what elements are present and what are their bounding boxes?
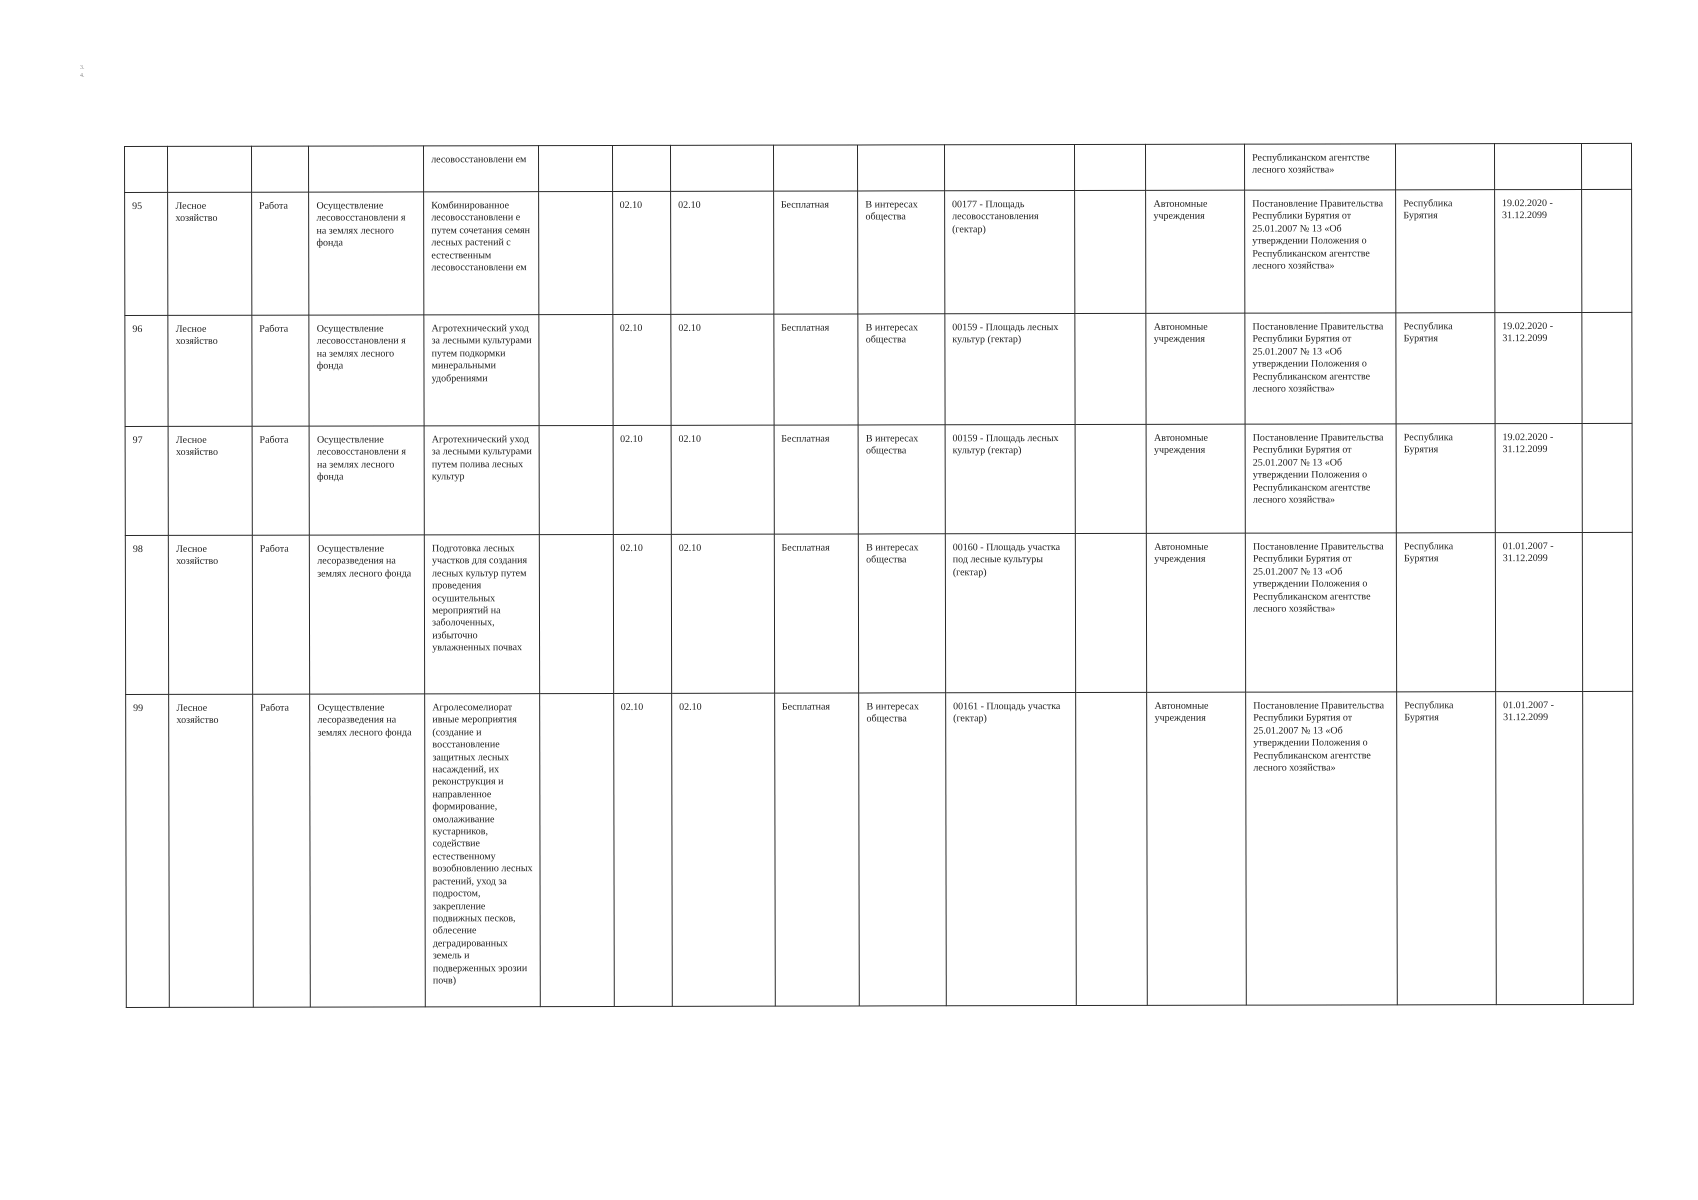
cell-empty [539, 425, 613, 534]
cell-legal-act: Постановление Правительства Республики Бурятия от 25.01.2007 № 13 «Об утверждении Положения о Республиканском агентстве лесного хозяйства» [1245, 190, 1396, 313]
cell-interest: В интересах общества [859, 693, 946, 1006]
cell-code1: 02.10 [613, 534, 672, 693]
cell-empty [538, 145, 612, 191]
registry-table [124, 143, 1634, 1008]
page-corner-mark: 3. 4. [80, 65, 85, 79]
cell-payment: Бесплатная [773, 191, 858, 314]
table-row [125, 189, 1632, 315]
cell-legal-act: Постановление Правительства Республики Бурятия от 25.01.2007 № 13 «Об утверждении Положения о Республиканском агентстве лесного хозяйства» [1245, 424, 1396, 533]
cell-sphere: Лесное хозяйство [168, 426, 252, 535]
cell-indicator: 00161 - Площадь участка (гектар) [946, 693, 1077, 1006]
cell-legal-act: Постановление Правительства Республики Бурятия от 25.01.2007 № 13 «Об утверждении Положения о Республиканском агентстве лесного хозяйства» [1245, 313, 1396, 424]
cell-institution: Автономные учреждения [1146, 424, 1245, 533]
cell-code2: 02.10 [671, 534, 774, 693]
cell-empty [539, 314, 613, 425]
cell-empty [1076, 692, 1148, 1005]
cell-sphere: Лесное хозяйство [168, 315, 252, 426]
cell-institution: Автономные учреждения [1147, 533, 1246, 692]
cell-empty [1581, 143, 1632, 189]
cell-institution: Автономные учреждения [1146, 190, 1245, 313]
cell-empty [1582, 532, 1633, 691]
cell-name: Осуществление лесовосстановлени я на землях лесного фонда [309, 192, 424, 315]
cell-empty [540, 693, 614, 1006]
cell-indicator: 00160 - Площадь участка под лесные культуры (гектар) [945, 534, 1075, 693]
cell-region: Республика Бурятия [1396, 313, 1495, 424]
cell-payment: Бесплатная [774, 314, 859, 425]
cell-empty [1581, 312, 1632, 423]
cell-name: Осуществление лесоразведения на землях лесного фонда [310, 694, 425, 1007]
cell-interest [858, 145, 945, 191]
cell-indicator: 00177 - Площадь лесовосстановления (гектар) [945, 191, 1075, 314]
cell-region: Республика Бурятия [1397, 533, 1496, 692]
cell-empty [539, 534, 613, 693]
cell-sphere: Лесное хозяйство [169, 694, 253, 1007]
cell-content: Агротехнический уход за лесными культурами путем полива лесных культур [424, 426, 539, 535]
cell-indicator [944, 145, 1074, 191]
table-row [125, 312, 1632, 426]
continuation-row [125, 143, 1632, 192]
cell-code1: 02.10 [612, 314, 671, 425]
cell-period [1494, 143, 1581, 189]
table-row [125, 532, 1632, 694]
cell-interest: В интересах общества [858, 191, 945, 314]
cell-interest: В интересах общества [859, 534, 946, 693]
cell-indicator: 00159 - Площадь лесных культур (гектар) [945, 314, 1075, 425]
cell-code1: 02.10 [613, 425, 672, 534]
cell-empty [1074, 144, 1146, 190]
cell-legal-act: Республиканском агентстве лесного хозяйства» [1245, 144, 1396, 190]
cell-num: 97 [125, 426, 169, 535]
cell-empty [1582, 691, 1633, 1004]
cell-code2 [670, 145, 773, 191]
cell-code1: 02.10 [613, 693, 672, 1006]
cell-code2: 02.10 [671, 425, 774, 534]
cell-empty [1075, 424, 1147, 533]
cell-content: Подготовка лесных участков для создания лесных культур путем проведения осушительных мероприятий на заболоченных, избыточно увлажненных почвах [424, 535, 539, 694]
cell-payment: Бесплатная [774, 534, 859, 693]
cell-num [125, 146, 168, 192]
cell-interest: В интересах общества [858, 425, 945, 534]
cell-num: 96 [125, 315, 169, 426]
cell-kind: Работа [252, 315, 310, 426]
cell-code1: 02.10 [612, 191, 671, 314]
cell-indicator: 00159 - Площадь лесных культур (гектар) [945, 425, 1075, 534]
cell-period: 19.02.2020 - 31.12.2099 [1495, 423, 1582, 532]
cell-kind: Работа [252, 535, 310, 694]
cell-code2: 02.10 [671, 191, 774, 314]
cell-name: Осуществление лесоразведения на землях лесного фонда [310, 535, 425, 694]
cell-region: Республика Бурятия [1396, 424, 1495, 533]
cell-sphere: Лесное хозяйство [169, 535, 253, 694]
cell-payment [773, 145, 858, 191]
cell-num: 99 [126, 694, 170, 1007]
cell-institution: Автономные учреждения [1146, 313, 1245, 424]
cell-institution: Автономные учреждения [1147, 692, 1246, 1005]
cell-content: Агротехнический уход за лесными культурами путем подкормки минеральными удобрениями [424, 315, 539, 426]
cell-kind: Работа [252, 192, 310, 315]
cell-institution [1146, 144, 1245, 190]
cell-payment: Бесплатная [774, 425, 859, 534]
cell-legal-act: Постановление Правительства Республики Бурятия от 25.01.2007 № 13 «Об утверждении Положения о Республиканском агентстве лесного хозяйства» [1246, 692, 1398, 1005]
cell-sphere [168, 146, 252, 192]
cell-period: 19.02.2020 - 31.12.2099 [1495, 189, 1582, 312]
cell-content: лесовосстановлени ем [424, 146, 539, 192]
cell-code2: 02.10 [671, 314, 774, 425]
cell-payment: Бесплатная [774, 693, 859, 1006]
table-row [125, 423, 1632, 535]
cell-code1 [612, 145, 671, 191]
cell-code2: 02.10 [672, 693, 775, 1006]
cell-content: Агролесомелиорат ивные мероприятия (создание и восстановление защитных лесных насаждений, их реконструкция и направленное формирование, омолаживание кустарников, содействие естественному возобновлению лесных растений, уход за подростом, закрепление подвижных песков, облесение деградированных земель и подверженных эрозии почв) [425, 694, 540, 1007]
cell-empty [539, 191, 613, 314]
cell-kind: Работа [253, 694, 311, 1007]
cell-num: 95 [125, 192, 169, 315]
cell-name: Осуществление лесовосстановлени я на землях лесного фонда [309, 426, 424, 535]
cell-region: Республика Бурятия [1397, 692, 1496, 1005]
cell-name: Осуществление лесовосстановлени я на землях лесного фонда [309, 315, 424, 426]
cell-period: 01.01.2007 - 31.12.2099 [1495, 532, 1582, 691]
cell-period: 19.02.2020 - 31.12.2099 [1495, 312, 1582, 423]
cell-empty [1075, 313, 1147, 424]
cell-kind: Работа [252, 426, 310, 535]
cell-interest: В интересах общества [858, 314, 945, 425]
cell-num: 98 [125, 535, 169, 694]
cell-empty [1581, 189, 1632, 312]
cell-content: Комбинированное лесовосстановлени е путем сочетания семян лесных растений с естественным лесовосстановлени ем [424, 192, 539, 315]
cell-empty [1075, 533, 1147, 692]
cell-region: Республика Бурятия [1396, 190, 1495, 313]
table-row [126, 691, 1634, 1007]
cell-empty [1582, 423, 1633, 532]
cell-legal-act: Постановление Правительства Республики Бурятия от 25.01.2007 № 13 «Об утверждении Положения о Республиканском агентстве лесного хозяйства» [1245, 533, 1396, 692]
cell-kind [251, 146, 309, 192]
cell-name [309, 146, 424, 192]
cell-region [1396, 144, 1495, 190]
cell-sphere: Лесное хозяйство [168, 192, 252, 315]
cell-empty [1074, 190, 1146, 313]
cell-period: 01.01.2007 - 31.12.2099 [1496, 691, 1583, 1004]
